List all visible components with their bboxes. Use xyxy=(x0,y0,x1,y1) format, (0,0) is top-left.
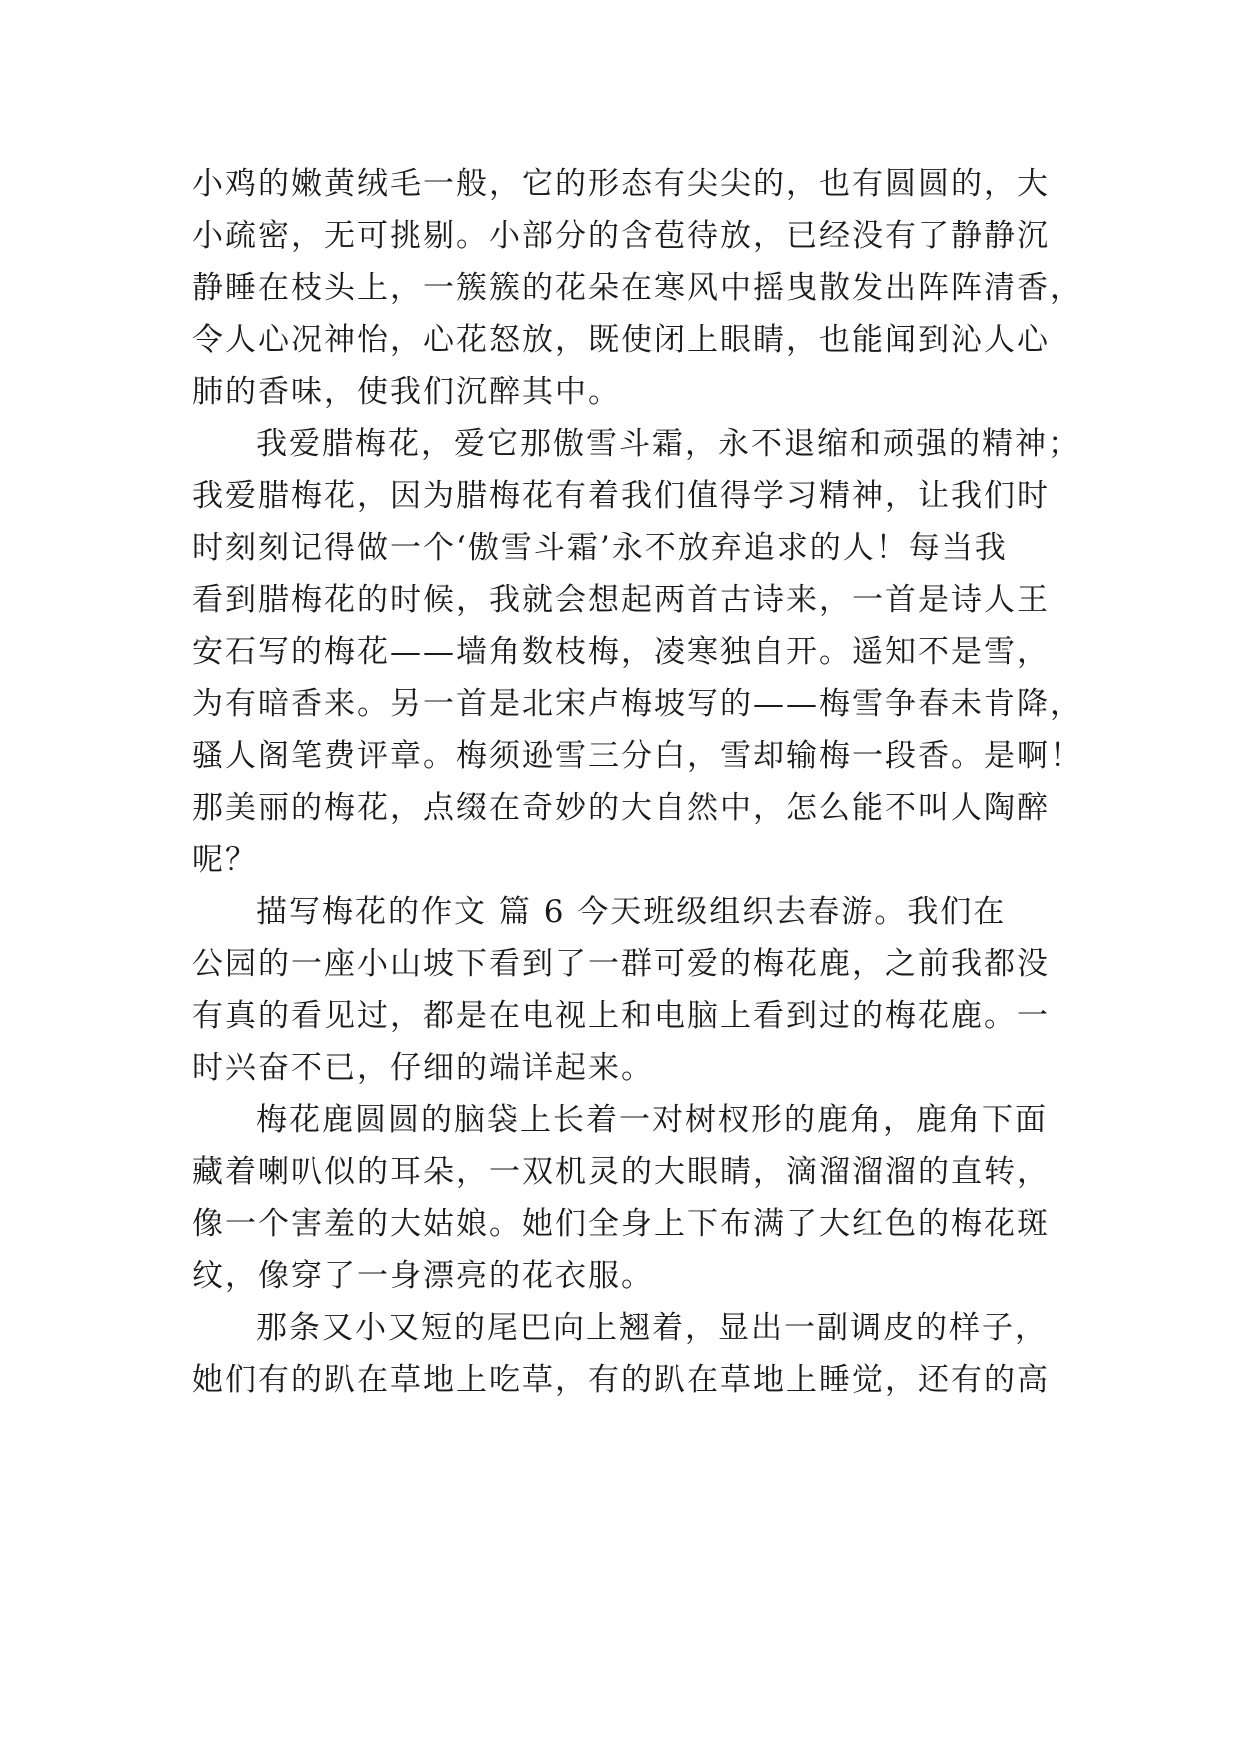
text-line: 我爱腊梅花，爱它那傲雪斗霜，永不退缩和顽强的精神； xyxy=(256,426,1081,462)
text-line: 纹，像穿了一身漂亮的花衣服。 xyxy=(192,1258,654,1294)
text-line: 描写梅花的作文 篇 6 今天班级组织去春游。我们在 xyxy=(256,894,1007,930)
text-line: 骚人阁笔费评章。梅须逊雪三分白，雪却输梅一段香。是啊！ xyxy=(192,738,1083,774)
text-line: 静睡在枝头上，一簇簇的花朵在寒风中摇曳散发出阵阵清香， xyxy=(192,270,1083,306)
text-line: 时刻刻记得做一个‘傲雪斗霜’永不放弃追求的人！每当我 xyxy=(192,530,1008,566)
text-line: 看到腊梅花的时候，我就会想起两首古诗来，一首是诗人王 xyxy=(192,582,1050,618)
text-line: 藏着喇叭似的耳朵，一双机灵的大眼睛，滴溜溜溜的直转， xyxy=(192,1154,1050,1190)
text-line: 时兴奋不已，仔细的端详起来。 xyxy=(192,1050,654,1086)
text-line: 我爱腊梅花，因为腊梅花有着我们值得学习精神，让我们时 xyxy=(192,478,1050,514)
text-line: 令人心况神怡，心花怒放，既使闭上眼睛，也能闻到沁人心 xyxy=(192,322,1050,358)
text-line: 梅花鹿圆圆的脑袋上长着一对树杈形的鹿角，鹿角下面 xyxy=(256,1102,1048,1138)
document-body xyxy=(192,158,1083,1406)
text-line: 她们有的趴在草地上吃草，有的趴在草地上睡觉，还有的高 xyxy=(192,1362,1050,1398)
text-line: 那条又小又短的尾巴向上翘着，显出一副调皮的样子， xyxy=(256,1310,1048,1346)
text-line: 像一个害羞的大姑娘。她们全身上下布满了大红色的梅花斑 xyxy=(192,1206,1050,1242)
text-line: 呢？ xyxy=(192,842,258,878)
text-line: 小疏密，无可挑剔。小部分的含苞待放，已经没有了静静沉 xyxy=(192,218,1050,254)
text-line: 有真的看见过，都是在电视上和电脑上看到过的梅花鹿。一 xyxy=(192,998,1050,1034)
text-line: 那美丽的梅花，点缀在奇妙的大自然中，怎么能不叫人陶醉 xyxy=(192,790,1050,826)
text-line: 为有暗香来。另一首是北宋卢梅坡写的——梅雪争春未肯降， xyxy=(192,686,1083,722)
text-line: 肺的香味，使我们沉醉其中。 xyxy=(192,374,621,410)
text-line: 公园的一座小山坡下看到了一群可爱的梅花鹿，之前我都没 xyxy=(192,946,1050,982)
text-line: 小鸡的嫩黄绒毛一般，它的形态有尖尖的，也有圆圆的，大 xyxy=(192,166,1050,202)
text-line: 安石写的梅花——墙角数枝梅，凌寒独自开。遥知不是雪， xyxy=(192,634,1050,670)
